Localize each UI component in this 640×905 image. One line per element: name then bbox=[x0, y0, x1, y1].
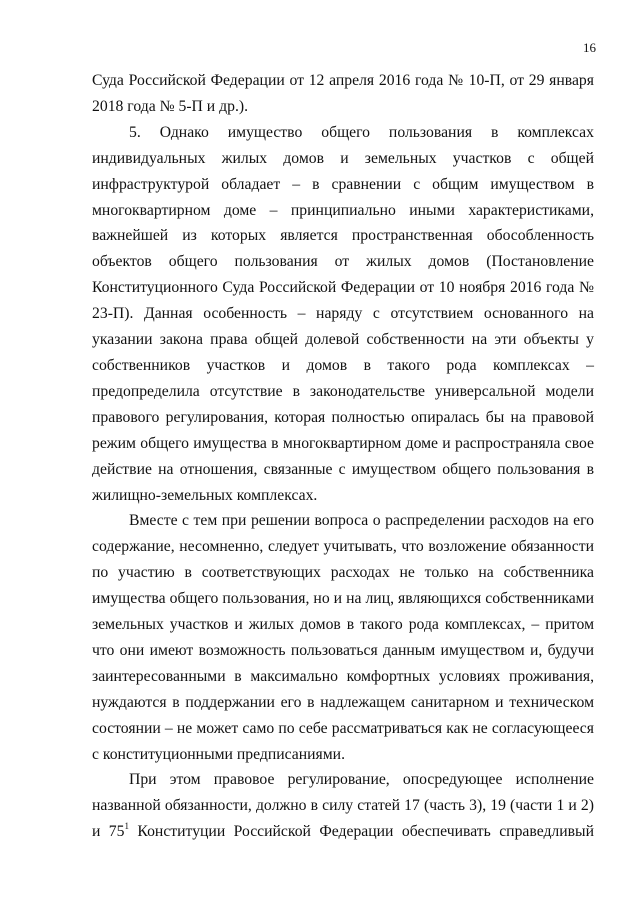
article-superscript: 1 bbox=[124, 821, 129, 832]
paragraph-regulation bbox=[92, 767, 594, 845]
paragraph-regulation-text-after: Конституции Российской Федерации обеспечивать справедливый bbox=[129, 823, 594, 841]
paragraph-continuation: Суда Российской Федерации от 12 апреля 2016 года № 10-П, от 29 января 2018 года № 5-П и др.). bbox=[92, 72, 594, 115]
document-body bbox=[92, 68, 594, 845]
paragraph-regulation-text-before: При этом правовое регулирование, опосредующее исполнение названной обязанности, должно в силу статей 17 (часть 3), 19 (части 1 и 2) и 75 bbox=[92, 771, 594, 841]
page-number: 16 bbox=[583, 40, 596, 55]
paragraph-costs: Вместе с тем при решении вопроса о распределении расходов на его содержание, несомненно, следует учитывать, что возложение обязанности по участию в соответствующих расходах не только на собственника имущества общего пользования, но и на лиц, являющихся собственниками земельных участков и жилых домов в такого рода комплексах, – притом что они имеют возможность пользоваться данным имуществом и, будучи заинтересованными в максимально комфортных условиях проживания, нуждаются в поддержании его в надлежащем санитарном и техническом состоянии – не может само по себе рассматриваться как не согласующееся с конституционными предписаниями. bbox=[92, 512, 594, 763]
paragraph-item-5: 5. Однако имущество общего пользования в комплексах индивидуальных жилых домов и земельных участков с общей инфраструктурой обладает – в сравнении с общим имуществом в многоквартирном доме – принципиально иными характеристиками, важнейшей из которых является пространственная обособленность объектов общего пользования от жилых домов (Постановление Конституционного Суда Российской Федерации от 10 ноября 2016 года № 23-П). Данная особенность – наряду с отсутствием основанного на указании закона права общей долевой собственности на эти объекты у собственников участков и домов в такого рода комплексах – предопределила отсутствие в законодательстве универсальной модели правового регулирования, которая полностью опиралась бы на правовой режим общего имущества в многоквартирном доме и распространяла свое действие на отношения, связанные с имуществом общего пользования в жилищно-земельных комплексах. bbox=[92, 123, 594, 504]
